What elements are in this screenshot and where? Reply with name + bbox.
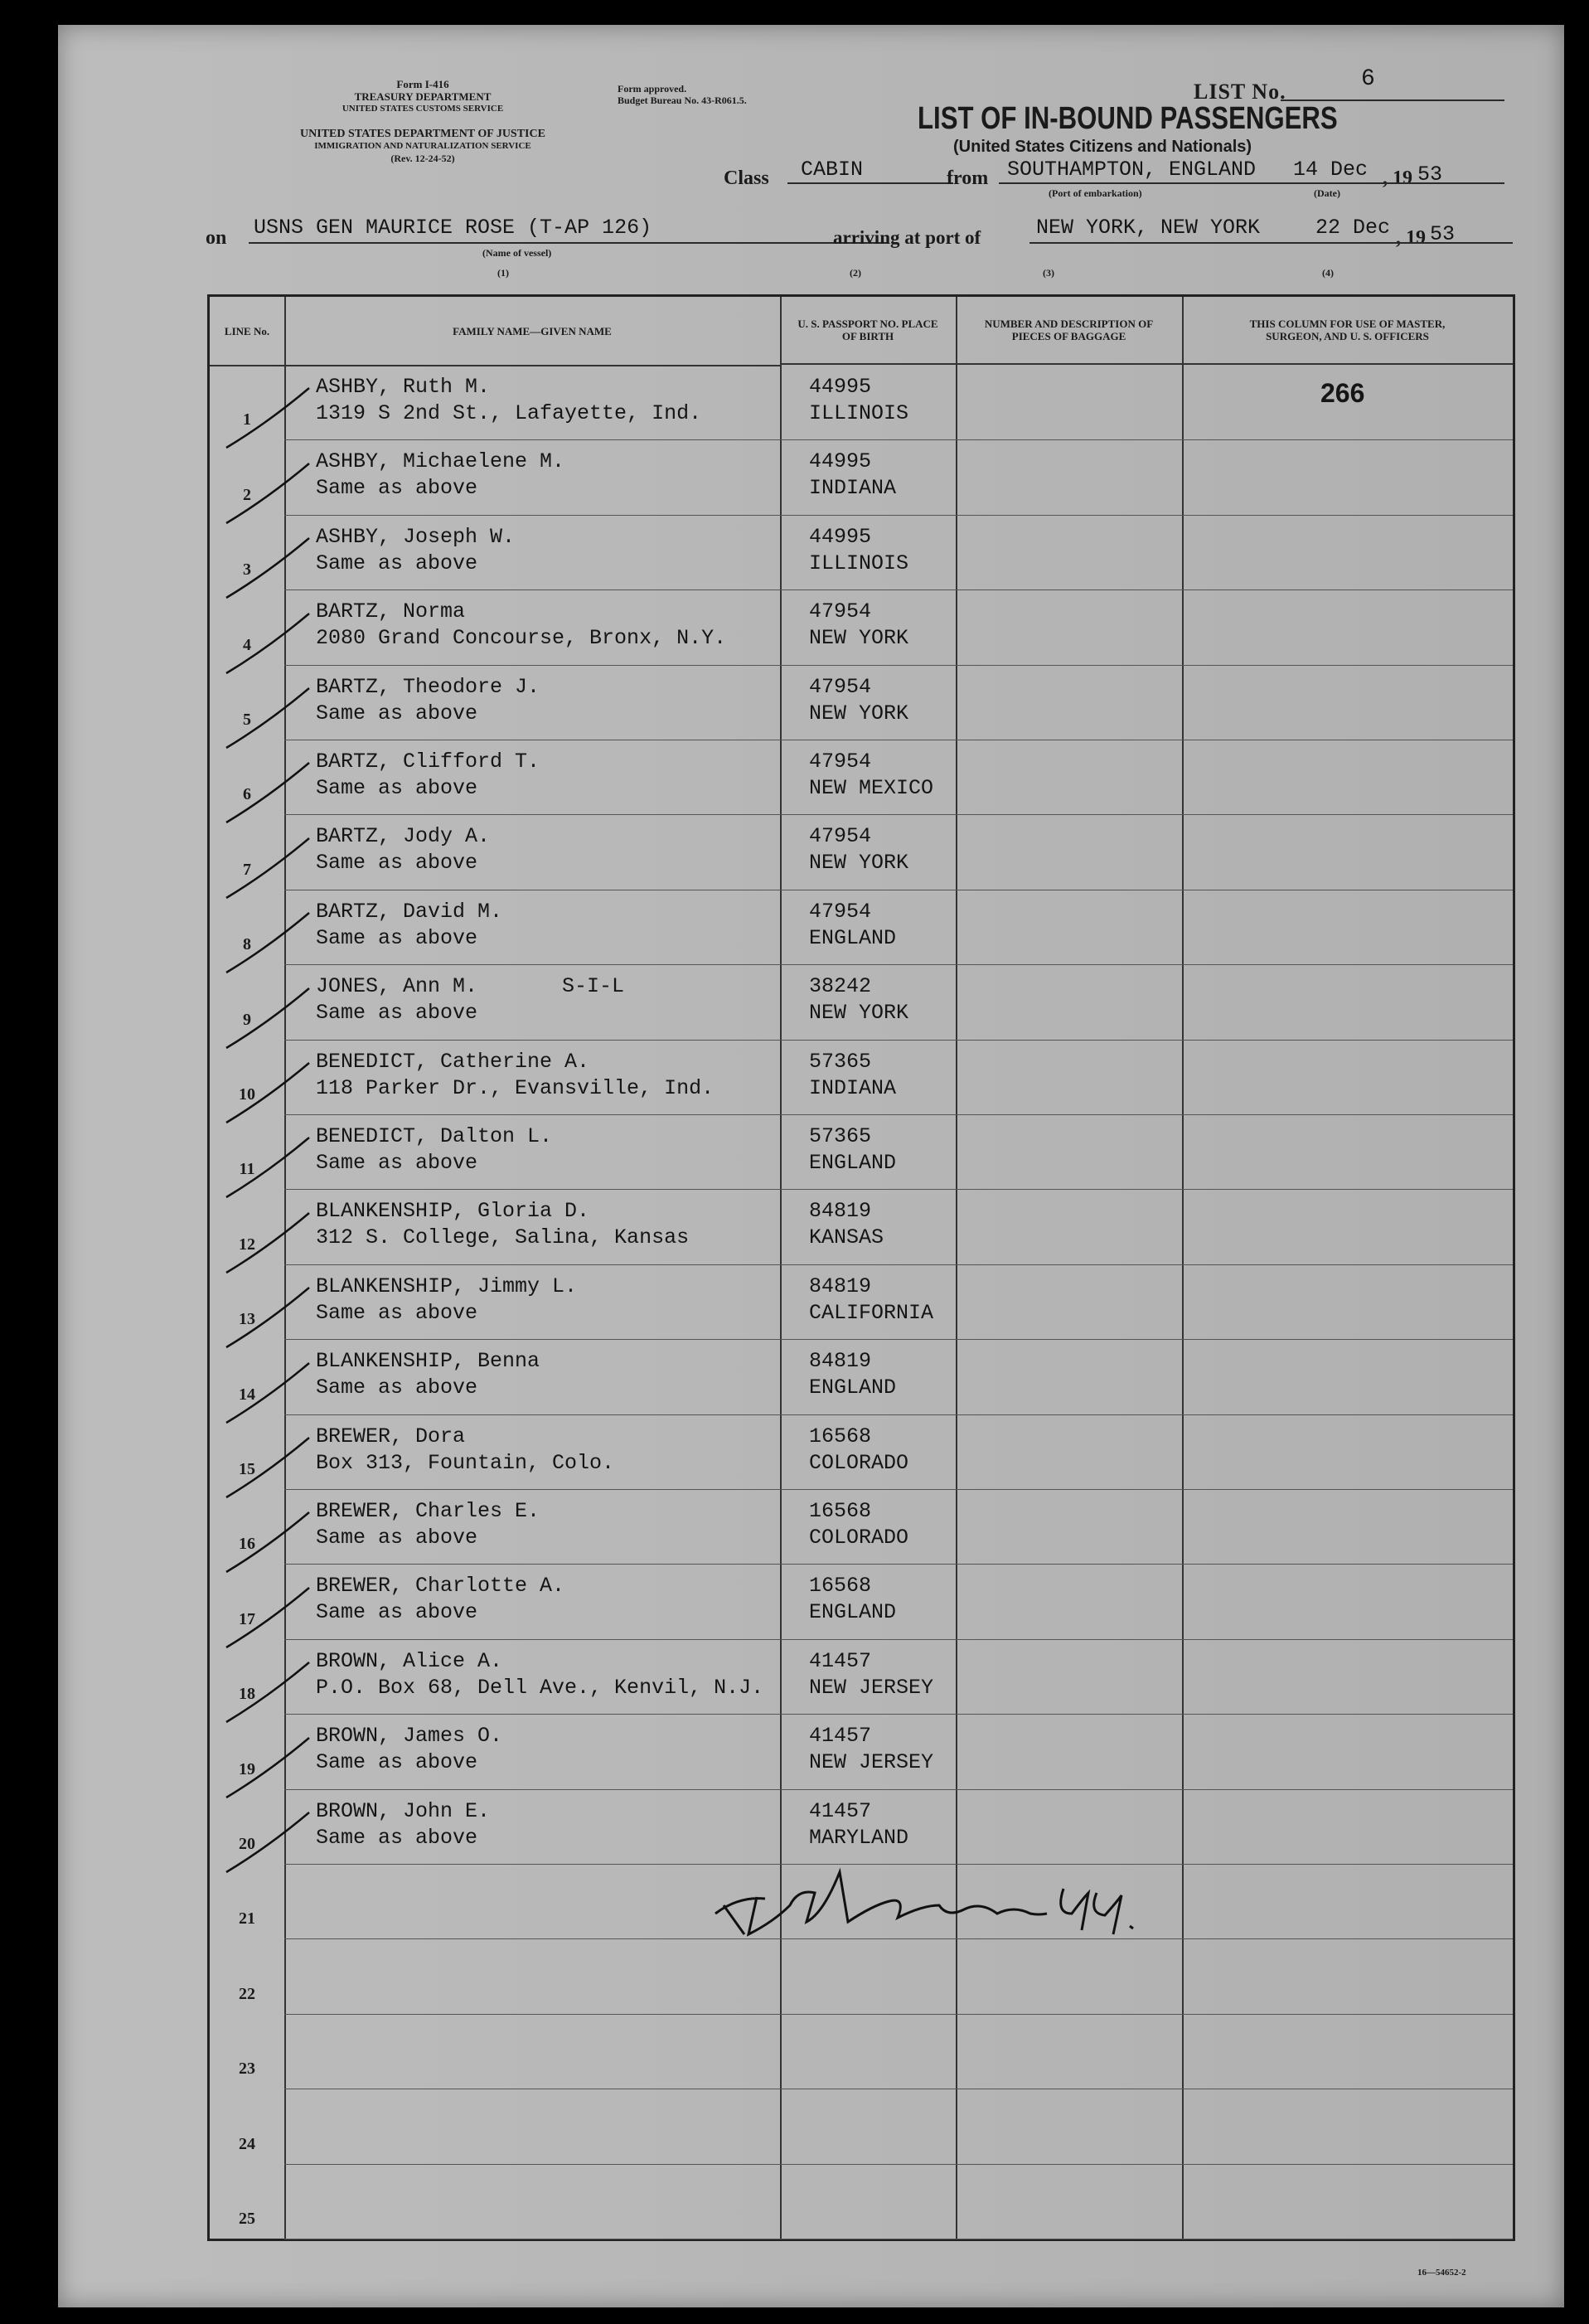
passport-number: 44995	[809, 524, 872, 549]
line-number: 23	[239, 2060, 255, 2079]
passenger-address: Same as above	[316, 1001, 478, 1026]
list-no-label: LIST No.	[1194, 80, 1286, 104]
header-line-no: LINE No.	[210, 297, 284, 366]
line-number: 4	[243, 635, 251, 654]
line-number: 18	[239, 1685, 255, 1704]
passenger-name: BROWN, James O.	[316, 1724, 503, 1749]
dept-ins: IMMIGRATION AND NATURALIZATION SERVICE	[314, 141, 531, 151]
passport-number: 84819	[809, 1199, 872, 1224]
class-label: Class	[724, 167, 769, 189]
passenger-address: 2080 Grand Concourse, Bronx, N.Y.	[316, 626, 727, 651]
table-row	[210, 1040, 1513, 1114]
passport-number: 41457	[809, 1724, 872, 1749]
caption-2: (2)	[850, 267, 861, 279]
passenger-address: 1319 S 2nd St., Lafayette, Ind.	[316, 401, 702, 425]
place-of-birth: NEW JERSEY	[809, 1750, 934, 1775]
table-row	[210, 665, 1513, 740]
caption-3: (3)	[1043, 267, 1054, 279]
place-of-birth: KANSAS	[809, 1225, 884, 1250]
table-row	[210, 589, 1513, 664]
passport-number: 47954	[809, 750, 872, 774]
class-value: CABIN	[801, 158, 864, 182]
passport-number: 57365	[809, 1049, 872, 1074]
passport-number: 41457	[809, 1648, 872, 1673]
table-row	[210, 890, 1513, 964]
place-of-birth: NEW YORK	[809, 851, 909, 876]
passenger-address: Box 313, Fountain, Colo.	[316, 1450, 615, 1475]
table-row	[210, 964, 1513, 1039]
line-number: 6	[243, 785, 251, 804]
table-row	[210, 2014, 1513, 2089]
from-year-prefix: , 19	[1383, 167, 1412, 189]
vessel-underline	[249, 242, 887, 244]
passenger-address: Same as above	[316, 1526, 478, 1550]
list-no-value: 6	[1361, 66, 1375, 92]
place-of-birth: NEW YORK	[809, 701, 909, 725]
table-row	[210, 365, 1513, 439]
officer-signature	[699, 1856, 1163, 1947]
line-number: 2	[243, 485, 251, 504]
place-of-birth: COLORADO	[809, 1526, 909, 1550]
line-number: 3	[243, 560, 251, 580]
header-passport: U. S. PASSPORT NO. PLACE OF BIRTH	[780, 297, 956, 365]
place-of-birth: COLORADO	[809, 1450, 909, 1475]
line-number: 15	[239, 1459, 255, 1478]
table-row	[210, 1789, 1513, 1864]
dept-treasury: TREASURY DEPARTMENT	[354, 90, 492, 103]
place-of-birth: NEW YORK	[809, 626, 909, 651]
passenger-name: BROWN, John E.	[316, 1798, 491, 1823]
arrival-year: 53	[1430, 222, 1456, 246]
table-row	[210, 1264, 1513, 1339]
passenger-address: Same as above	[316, 851, 478, 876]
passenger-address: P.O. Box 68, Dell Ave., Kenvil, N.J.	[316, 1675, 764, 1700]
header-baggage: NUMBER AND DESCRIPTION OF PIECES OF BAGGAGE	[956, 297, 1182, 365]
form-approved: Form approved.	[618, 83, 687, 95]
passport-number: 44995	[809, 449, 872, 474]
place-of-birth: NEW MEXICO	[809, 776, 934, 800]
passenger-name: ASHBY, Joseph W.	[316, 524, 516, 549]
relationship-remark: S-I-L	[562, 974, 625, 999]
dept-justice: UNITED STATES DEPARTMENT OF JUSTICE	[300, 128, 545, 140]
page-subtitle: (United States Citizens and Nationals)	[953, 138, 1252, 156]
passenger-name: BLANKENSHIP, Gloria D.	[316, 1199, 590, 1224]
passenger-name: BENEDICT, Catherine A.	[316, 1049, 590, 1074]
passenger-address: Same as above	[316, 1300, 478, 1325]
place-of-birth: NEW YORK	[809, 1001, 909, 1026]
officer-note: 266	[1320, 378, 1365, 408]
line-number: 21	[239, 1909, 255, 1929]
date-caption: (Date)	[1314, 187, 1340, 199]
form-id: Form I-416	[396, 78, 449, 90]
place-of-birth: NEW JERSEY	[809, 1675, 934, 1700]
passenger-address: Same as above	[316, 551, 478, 575]
line-number: 24	[239, 2134, 255, 2153]
passenger-name: JONES, Ann M.	[316, 974, 478, 999]
line-number: 17	[239, 1609, 255, 1628]
from-underline	[999, 182, 1504, 184]
table-row	[210, 515, 1513, 589]
passport-number: 47954	[809, 899, 872, 924]
form-page	[58, 25, 1564, 2307]
table-row	[210, 439, 1513, 514]
passport-number: 47954	[809, 824, 872, 849]
vessel-caption: (Name of vessel)	[482, 247, 552, 259]
line-number: 11	[239, 1160, 255, 1179]
passport-number: 84819	[809, 1349, 872, 1374]
table-row	[210, 1414, 1513, 1489]
passenger-name: BARTZ, Theodore J.	[316, 674, 540, 699]
line-number: 19	[239, 1759, 255, 1778]
line-number: 20	[239, 1834, 255, 1853]
table-row	[210, 814, 1513, 889]
line-number: 13	[239, 1310, 255, 1329]
line-number: 12	[239, 1235, 255, 1254]
table-row	[210, 1189, 1513, 1264]
from-label: from	[947, 167, 989, 189]
passport-number: 57365	[809, 1124, 872, 1148]
passenger-address: Same as above	[316, 1750, 478, 1775]
line-number: 22	[239, 1984, 255, 2003]
place-of-birth: ILLINOIS	[809, 401, 909, 425]
place-of-birth: CALIFORNIA	[809, 1300, 934, 1325]
passport-number: 84819	[809, 1274, 872, 1298]
passport-number: 16568	[809, 1499, 872, 1523]
place-of-birth: ILLINOIS	[809, 551, 909, 575]
revision-date: (Rev. 12-24-52)	[390, 153, 455, 164]
passenger-table	[207, 294, 1515, 2241]
class-underline	[787, 182, 953, 184]
table-row	[210, 740, 1513, 814]
table-row	[210, 1114, 1513, 1189]
place-of-birth: ENGLAND	[809, 925, 897, 950]
passport-number: 47954	[809, 599, 872, 624]
caption-4: (4)	[1322, 267, 1334, 279]
line-number: 8	[243, 935, 251, 954]
passenger-name: BLANKENSHIP, Jimmy L.	[316, 1274, 578, 1298]
passport-number: 16568	[809, 1574, 872, 1599]
passenger-address: Same as above	[316, 1375, 478, 1400]
passenger-name: BREWER, Charles E.	[316, 1499, 540, 1523]
footer-code: 16—54652-2	[1417, 2268, 1466, 2278]
passport-number: 16568	[809, 1424, 872, 1448]
place-of-birth: ENGLAND	[809, 1151, 897, 1175]
passenger-address: Same as above	[316, 476, 478, 501]
passenger-name: BARTZ, Norma	[316, 599, 466, 624]
place-of-birth: INDIANA	[809, 1075, 897, 1100]
passenger-name: ASHBY, Michaelene M.	[316, 449, 565, 474]
passenger-address: Same as above	[316, 701, 478, 725]
line-number: 1	[243, 410, 251, 429]
header-officers: THIS COLUMN FOR USE OF MASTER, SURGEON, AND U. S. OFFICERS	[1182, 297, 1513, 365]
passenger-name: ASHBY, Ruth M.	[316, 375, 491, 399]
arrival-year-prefix: , 19	[1396, 227, 1426, 249]
line-number: 5	[243, 710, 251, 729]
passenger-address: Same as above	[316, 1825, 478, 1850]
passenger-address: Same as above	[316, 925, 478, 950]
passenger-name: BENEDICT, Dalton L.	[316, 1124, 553, 1148]
line-number: 16	[239, 1535, 255, 1554]
passenger-name: BLANKENSHIP, Benna	[316, 1349, 540, 1374]
arriving-label: arriving at port of	[833, 227, 981, 248]
line-number: 7	[243, 860, 251, 879]
passport-number: 44995	[809, 375, 872, 399]
passenger-name: BREWER, Dora	[316, 1424, 466, 1448]
table-row	[210, 2164, 1513, 2239]
line-number: 10	[239, 1084, 255, 1104]
passenger-address: Same as above	[316, 1151, 478, 1175]
arrival-underline	[1029, 242, 1513, 244]
table-row	[210, 1564, 1513, 1638]
passenger-name: BARTZ, Clifford T.	[316, 750, 540, 774]
table-row	[210, 1938, 1513, 2013]
place-of-birth: MARYLAND	[809, 1825, 909, 1850]
table-row	[210, 1639, 1513, 1714]
on-label: on	[206, 227, 227, 249]
passenger-address: Same as above	[316, 776, 478, 800]
port-caption: (Port of embarkation)	[1049, 187, 1142, 199]
vessel-name: USNS GEN MAURICE ROSE (T-AP 126)	[254, 216, 652, 240]
from-year: 53	[1417, 163, 1443, 187]
line-number: 25	[239, 2209, 255, 2228]
table-row	[210, 1489, 1513, 1564]
passenger-name: BARTZ, Jody A.	[316, 824, 491, 849]
passenger-name: BREWER, Charlotte A.	[316, 1574, 565, 1599]
page-title: LIST OF IN-BOUND PASSENGERS	[918, 101, 1338, 136]
passport-number: 41457	[809, 1798, 872, 1823]
passenger-address: Same as above	[316, 1600, 478, 1625]
table-row	[210, 2089, 1513, 2163]
passport-number: 38242	[809, 974, 872, 999]
passenger-address: 312 S. College, Salina, Kansas	[316, 1225, 690, 1250]
table-row	[210, 1339, 1513, 1414]
from-date: 14 Dec	[1293, 158, 1369, 182]
budget-bureau: Budget Bureau No. 43-R061.5.	[618, 95, 747, 106]
arrival-date: 22 Dec	[1315, 216, 1391, 240]
passenger-address: 118 Parker Dr., Evansville, Ind.	[316, 1075, 715, 1100]
place-of-birth: INDIANA	[809, 476, 897, 501]
place-of-birth: ENGLAND	[809, 1375, 897, 1400]
line-number: 14	[239, 1385, 255, 1404]
dept-customs: UNITED STATES CUSTOMS SERVICE	[342, 104, 504, 114]
from-value: SOUTHAMPTON, ENGLAND	[1007, 158, 1257, 182]
place-of-birth: ENGLAND	[809, 1600, 897, 1625]
line-number: 9	[243, 1010, 251, 1029]
caption-1: (1)	[497, 267, 509, 279]
passenger-name: BROWN, Alice A.	[316, 1648, 503, 1673]
passport-number: 47954	[809, 674, 872, 699]
passenger-name: BARTZ, David M.	[316, 899, 503, 924]
header-name: FAMILY NAME—GIVEN NAME	[284, 297, 780, 366]
arrival-port: NEW YORK, NEW YORK	[1036, 216, 1261, 240]
table-row	[210, 1714, 1513, 1788]
